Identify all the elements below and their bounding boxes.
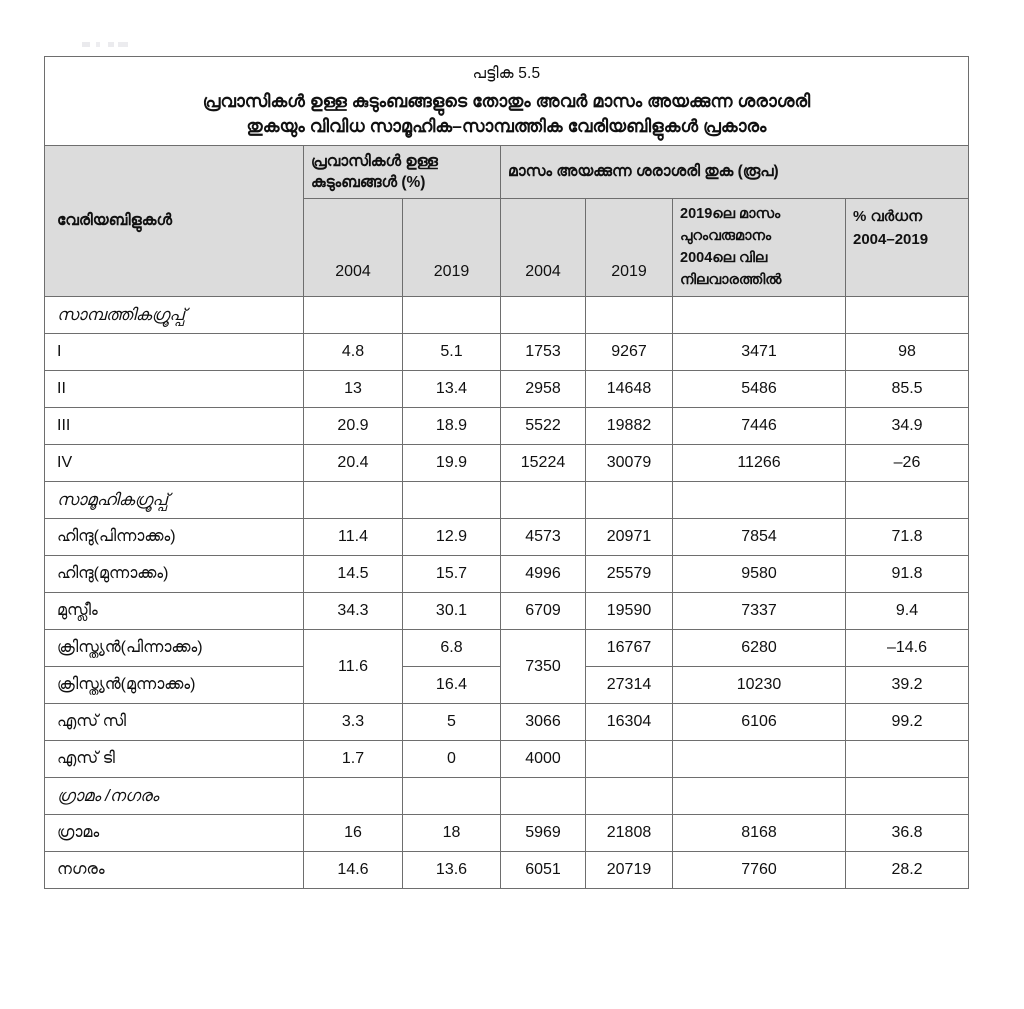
row-cell: 19590: [586, 593, 673, 630]
row-cell: [846, 482, 969, 519]
row-label: II: [45, 371, 304, 408]
row-cell: 5969: [501, 815, 586, 852]
row-cell: 16767: [586, 630, 673, 667]
row-cell: 16304: [586, 704, 673, 741]
table-row: [45, 482, 969, 519]
row-label: ക്രിസ്ത്യൻ(പിന്നാക്കം): [45, 630, 304, 667]
table-row: [45, 408, 969, 445]
table-container: [44, 56, 968, 889]
row-cell: 2958: [501, 371, 586, 408]
row-label: സാമ്പത്തികഗ്രൂപ്പ്: [45, 297, 304, 334]
row-cell: 5522: [501, 408, 586, 445]
row-cell: 7337: [673, 593, 846, 630]
row-cell: [501, 778, 586, 815]
header-variables: വേരിയബിളുകൾ: [45, 145, 304, 297]
header-year-2019-households: 2019: [403, 199, 501, 297]
row-cell: –14.6: [846, 630, 969, 667]
row-cell: 13.6: [403, 852, 501, 889]
scan-artifact: [82, 42, 128, 47]
row-cell: 16.4: [403, 667, 501, 704]
row-cell-merged-remittance-2004: 7350: [501, 630, 586, 704]
row-label: നഗരം: [45, 852, 304, 889]
row-cell: [673, 778, 846, 815]
row-cell: [304, 297, 403, 334]
row-cell: 9267: [586, 334, 673, 371]
row-cell: 91.8: [846, 556, 969, 593]
row-cell: 34.9: [846, 408, 969, 445]
table-row: [45, 778, 969, 815]
row-label: എസ് ടി: [45, 741, 304, 778]
row-label: സാമൂഹികഗ്രൂപ്പ്: [45, 482, 304, 519]
table-title-line-2: തുകയും വിവിധ സാമൂഹിക–സാമ്പത്തിക വേരിയബിളുകൾ പ്രകാരം: [246, 115, 767, 136]
row-cell: 7446: [673, 408, 846, 445]
row-cell: 7760: [673, 852, 846, 889]
header-avg-remittance: മാസം അയക്കുന്ന ശരാശരി തുക (രൂപ): [501, 145, 969, 199]
row-cell: 21808: [586, 815, 673, 852]
row-cell: [673, 741, 846, 778]
header-year-2004-remittance: 2004: [501, 199, 586, 297]
table-row: [45, 630, 969, 667]
row-cell: [673, 482, 846, 519]
row-cell: 6051: [501, 852, 586, 889]
table-row: [45, 297, 969, 334]
table-title: [54, 89, 959, 139]
statistics-table: [44, 56, 969, 889]
row-label: ഹിന്ദു(പിന്നാക്കം): [45, 519, 304, 556]
row-cell: [846, 741, 969, 778]
row-cell: 10230: [673, 667, 846, 704]
row-label: IV: [45, 445, 304, 482]
row-cell: [501, 482, 586, 519]
row-cell: 4996: [501, 556, 586, 593]
header-real-income-line-4: നിലവാരത്തിൽ: [680, 271, 782, 288]
header-real-income-line-1: 2019ലെ മാസം: [680, 206, 781, 223]
row-cell: 4573: [501, 519, 586, 556]
row-cell: 16: [304, 815, 403, 852]
row-cell: 4.8: [304, 334, 403, 371]
row-label: ഗ്രാമം /നഗരം: [45, 778, 304, 815]
row-cell: [673, 297, 846, 334]
table-number: പട്ടിക 5.5: [472, 65, 541, 82]
row-cell: 6280: [673, 630, 846, 667]
row-cell: 30079: [586, 445, 673, 482]
row-cell: 20.4: [304, 445, 403, 482]
table-row: [45, 371, 969, 408]
header-year-2019-remittance: 2019: [586, 199, 673, 297]
table-row: [45, 741, 969, 778]
header-pct-change-line-2: 2004–2019: [853, 230, 929, 248]
row-cell: 27314: [586, 667, 673, 704]
row-cell: [501, 297, 586, 334]
row-cell: 13: [304, 371, 403, 408]
row-cell: [586, 778, 673, 815]
row-cell: 14.5: [304, 556, 403, 593]
row-label: ക്രിസ്ത്യൻ(മുന്നാക്കം): [45, 667, 304, 704]
row-cell: 5: [403, 704, 501, 741]
row-cell: 9580: [673, 556, 846, 593]
row-cell: 6709: [501, 593, 586, 630]
header-real-income-2004-prices: [673, 199, 846, 297]
row-cell: 6106: [673, 704, 846, 741]
row-cell: [846, 778, 969, 815]
row-cell: 14.6: [304, 852, 403, 889]
table-title-line-1: പ്രവാസികൾ ഉള്ള കുടുംബങ്ങളുടെ തോതും അവർ മാസം അയക്കുന്ന ശരാശരി: [202, 91, 811, 111]
row-cell: 25579: [586, 556, 673, 593]
row-cell: 7854: [673, 519, 846, 556]
row-cell: 11266: [673, 445, 846, 482]
row-cell: 20971: [586, 519, 673, 556]
row-cell: 15.7: [403, 556, 501, 593]
header-emigrant-households: പ്രവാസികൾ ഉള്ള കുടുംബങ്ങൾ (%): [304, 145, 501, 199]
table-row: [45, 852, 969, 889]
row-cell: [403, 297, 501, 334]
row-label: I: [45, 334, 304, 371]
header-pct-change: [846, 199, 969, 297]
table-row: [45, 334, 969, 371]
row-cell: 14648: [586, 371, 673, 408]
row-cell: [586, 741, 673, 778]
row-cell: 18: [403, 815, 501, 852]
row-cell: [403, 778, 501, 815]
row-cell: 19882: [586, 408, 673, 445]
row-cell: 8168: [673, 815, 846, 852]
row-cell: 98: [846, 334, 969, 371]
row-cell: 5.1: [403, 334, 501, 371]
row-cell: 99.2: [846, 704, 969, 741]
row-cell: 30.1: [403, 593, 501, 630]
row-cell: 20719: [586, 852, 673, 889]
table-row: [45, 593, 969, 630]
row-cell: 19.9: [403, 445, 501, 482]
header-pct-change-line-1: % വർധന: [853, 208, 923, 226]
row-cell: 20.9: [304, 408, 403, 445]
table-row: [45, 519, 969, 556]
row-cell: 3471: [673, 334, 846, 371]
row-label: മുസ്ലീം: [45, 593, 304, 630]
table-row: [45, 704, 969, 741]
header-year-2004-households: 2004: [304, 199, 403, 297]
row-label: ഹിന്ദു(മുന്നാക്കം): [45, 556, 304, 593]
row-cell: [586, 482, 673, 519]
row-cell: 39.2: [846, 667, 969, 704]
table-row: [45, 556, 969, 593]
row-cell: 3.3: [304, 704, 403, 741]
row-cell: 12.9: [403, 519, 501, 556]
header-real-income-line-3: 2004ലെ വില: [680, 249, 768, 266]
row-cell: 1.7: [304, 741, 403, 778]
row-cell: 85.5: [846, 371, 969, 408]
row-cell: [846, 297, 969, 334]
row-cell: 4000: [501, 741, 586, 778]
row-cell: 28.2: [846, 852, 969, 889]
row-cell: 71.8: [846, 519, 969, 556]
row-cell: 3066: [501, 704, 586, 741]
header-real-income-line-2: പുറംവരുമാനം: [680, 228, 772, 245]
row-cell: 9.4: [846, 593, 969, 630]
row-cell: [304, 778, 403, 815]
row-cell: 15224: [501, 445, 586, 482]
row-cell: 1753: [501, 334, 586, 371]
table-row: [45, 445, 969, 482]
row-cell: 11.4: [304, 519, 403, 556]
row-cell: [403, 482, 501, 519]
row-cell: [586, 297, 673, 334]
table-title-cell: [45, 57, 969, 146]
row-label: ഗ്രാമം: [45, 815, 304, 852]
row-label: എസ് സി: [45, 704, 304, 741]
row-cell: 13.4: [403, 371, 501, 408]
row-cell: [304, 482, 403, 519]
row-cell: 34.3: [304, 593, 403, 630]
table-title-row: [45, 57, 969, 146]
row-cell: 5486: [673, 371, 846, 408]
row-cell: –26: [846, 445, 969, 482]
row-cell: 18.9: [403, 408, 501, 445]
row-cell-merged-households-2004: 11.6: [304, 630, 403, 704]
header-row-groups: [45, 145, 969, 199]
row-cell: 0: [403, 741, 501, 778]
row-cell: 36.8: [846, 815, 969, 852]
row-label: III: [45, 408, 304, 445]
row-cell: 6.8: [403, 630, 501, 667]
table-row: [45, 815, 969, 852]
